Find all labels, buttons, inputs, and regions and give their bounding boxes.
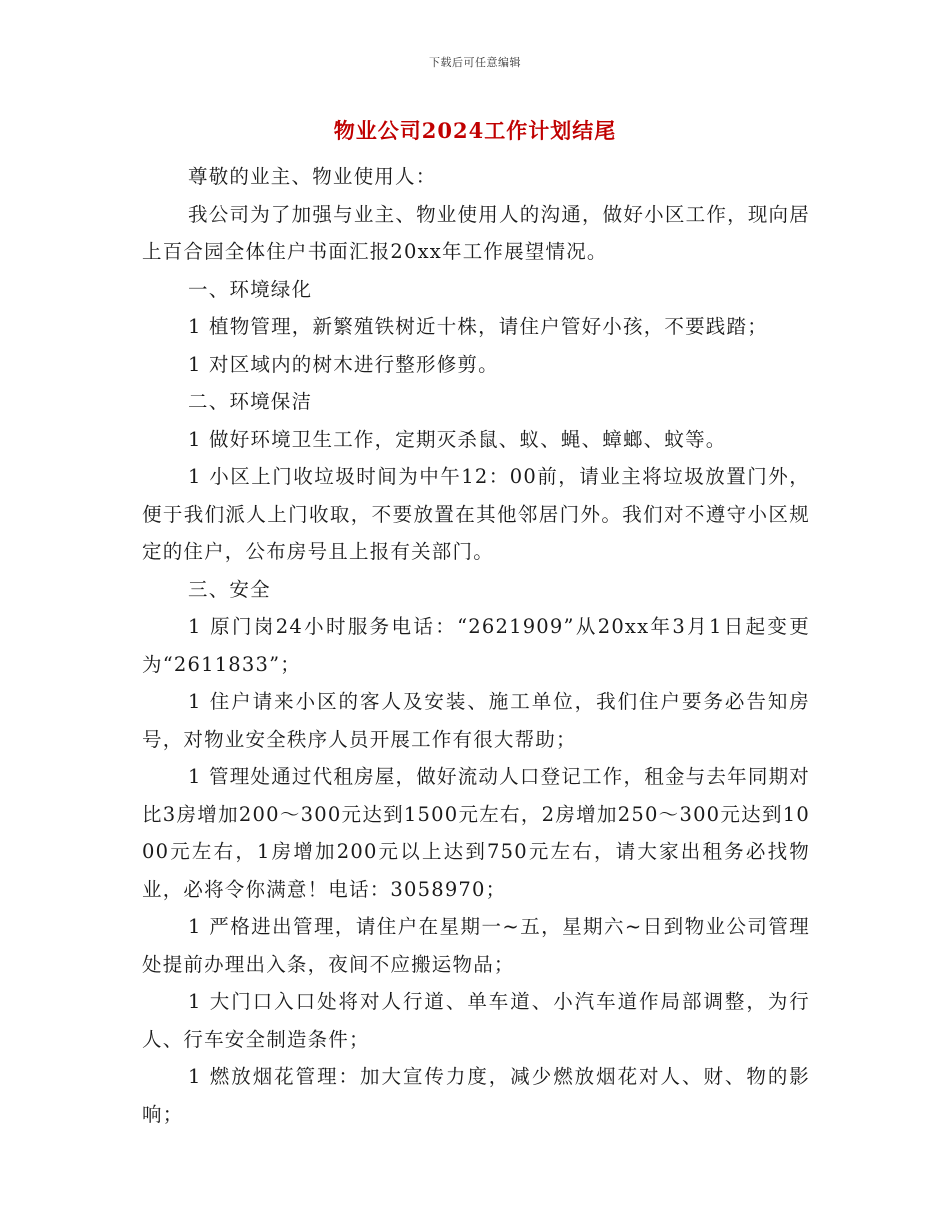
greening-item-1: 1 植物管理，新繁殖铁树近十株，请住户管好小孩，不要践踏； bbox=[188, 315, 768, 338]
section-heading-cleaning: 二、环境保洁 bbox=[188, 390, 313, 413]
greening-item-2: 1 对区域内的树木进行整形修剪。 bbox=[188, 352, 499, 376]
security-item-1: 1 原门岗24小时服务电话：“2621909”从20xx年3月1日起变更为“2611833”； bbox=[142, 615, 810, 676]
cleaning-item-1: 1 做好环境卫生工作，定期灭杀鼠、蚁、蝇、蟑螂、蚊等。 bbox=[188, 427, 727, 451]
security-item-4: 1 严格进出管理，请住户在星期一~五，星期六~日到物业公司管理处提前办理出入条，夜间不应搬运物品； bbox=[142, 915, 810, 976]
document-body bbox=[142, 158, 810, 1133]
section-heading-security: 三、安全 bbox=[188, 577, 271, 601]
security-item-5: 1 大门口入口处将对人行道、单车道、小汽车道作局部调整，为行人、行车安全制造条件； bbox=[142, 990, 810, 1051]
page-header-note: 下载后可任意编辑 bbox=[429, 56, 521, 69]
security-item-2: 1 住户请来小区的客人及安装、施工单位，我们住户要务必告知房号，对物业安全秩序人员开展工作有很大帮助； bbox=[142, 690, 810, 751]
security-item-3: 1 管理处通过代租房屋，做好流动人口登记工作，租金与去年同期对比3房增加200～300元达到1500元左右，2房增加250～300元达到1000元左右，1房增加200元以上达到750元左右，请大家出租务必找物业，必将令你满意！电话：3058970； bbox=[142, 765, 810, 901]
section-heading-greening: 一、环境绿化 bbox=[188, 277, 313, 301]
security-item-6: 1 燃放烟花管理：加大宣传力度，减少燃放烟花对人、财、物的影响； bbox=[142, 1065, 810, 1126]
cleaning-item-2: 1 小区上门收垃圾时间为中午12：00前，请业主将垃圾放置门外，便于我们派人上门收取，不要放置在其他邻居门外。我们对不遵守小区规定的住户，公布房号且上报有关部门。 bbox=[142, 465, 810, 563]
intro-paragraph: 我公司为了加强与业主、物业使用人的沟通，做好小区工作，现向居上百合园全体住户书面汇报20xx年工作展望情况。 bbox=[142, 202, 810, 263]
salutation: 尊敬的业主、物业使用人： bbox=[188, 165, 437, 188]
document-title: 物业公司2024工作计划结尾 bbox=[333, 118, 617, 143]
